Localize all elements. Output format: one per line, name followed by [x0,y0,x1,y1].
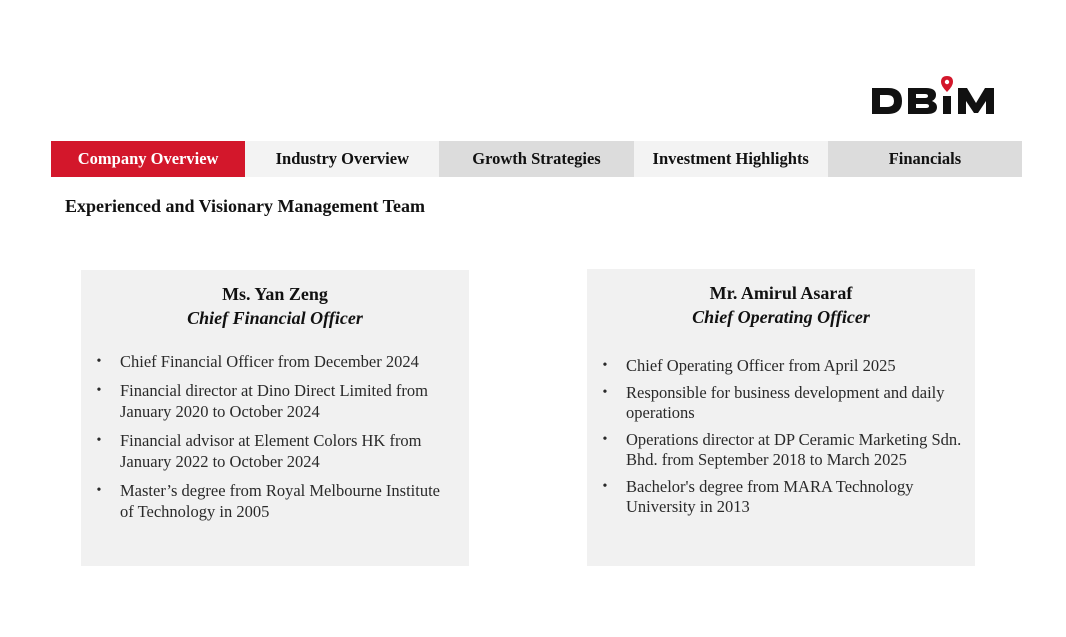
list-item [81,380,469,422]
bullet-text: Chief Financial Officer from December 2024 [120,352,419,371]
list-item [587,430,975,471]
card-header [587,281,975,329]
bullet-text: Financial director at Dino Direct Limited from January 2020 to October 2024 [120,381,428,421]
tab-investment-highlights[interactable]: Investment Highlights [634,141,828,177]
list-item [587,477,975,518]
tab-growth-strategies[interactable]: Growth Strategies [439,141,633,177]
person-name: Ms. Yan Zeng [222,284,328,304]
bullet-text: Responsible for business development and daily operations [626,382,945,422]
list-item [81,351,469,372]
bullet-icon: • [602,358,608,373]
bullet-icon: • [602,478,608,494]
bullet-icon: • [602,384,608,400]
bullet-list [587,356,975,524]
bullet-text: Chief Operating Officer from April 2025 [626,356,896,375]
list-item [587,383,975,424]
bullet-icon: • [96,433,102,448]
bullet-text: Master’s degree from Royal Melbourne Institute of Technology in 2005 [120,481,440,521]
person-role: Chief Operating Officer [692,307,870,327]
bullet-icon: • [602,431,608,447]
dbim-logo [870,76,1020,118]
bullet-icon: • [96,483,102,498]
management-card-cfo [81,270,469,566]
bullet-icon: • [96,354,102,369]
tab-financials[interactable]: Financials [828,141,1022,177]
section-tabs [51,141,1022,177]
person-role: Chief Financial Officer [187,308,363,328]
person-name: Mr. Amirul Asaraf [709,283,853,303]
tab-industry-overview[interactable]: Industry Overview [245,141,439,177]
card-header [81,282,469,330]
list-item [587,356,975,377]
bullet-list [81,351,469,530]
bullet-text: Operations director at DP Ceramic Marketing Sdn. Bhd. from September 2018 to March 2025 [626,429,962,469]
dbim-logo-mark [870,76,1020,118]
bullet-text: Financial advisor at Element Colors HK from January 2022 to October 2024 [120,431,422,471]
management-card-coo [587,269,975,566]
bullet-text: Bachelor's degree from MARA Technology University in 2013 [626,476,914,516]
section-title: Experienced and Visionary Management Team [65,196,426,216]
list-item [81,480,469,522]
list-item [81,430,469,472]
tab-company-overview[interactable]: Company Overview [51,141,245,177]
bullet-icon: • [96,383,102,398]
